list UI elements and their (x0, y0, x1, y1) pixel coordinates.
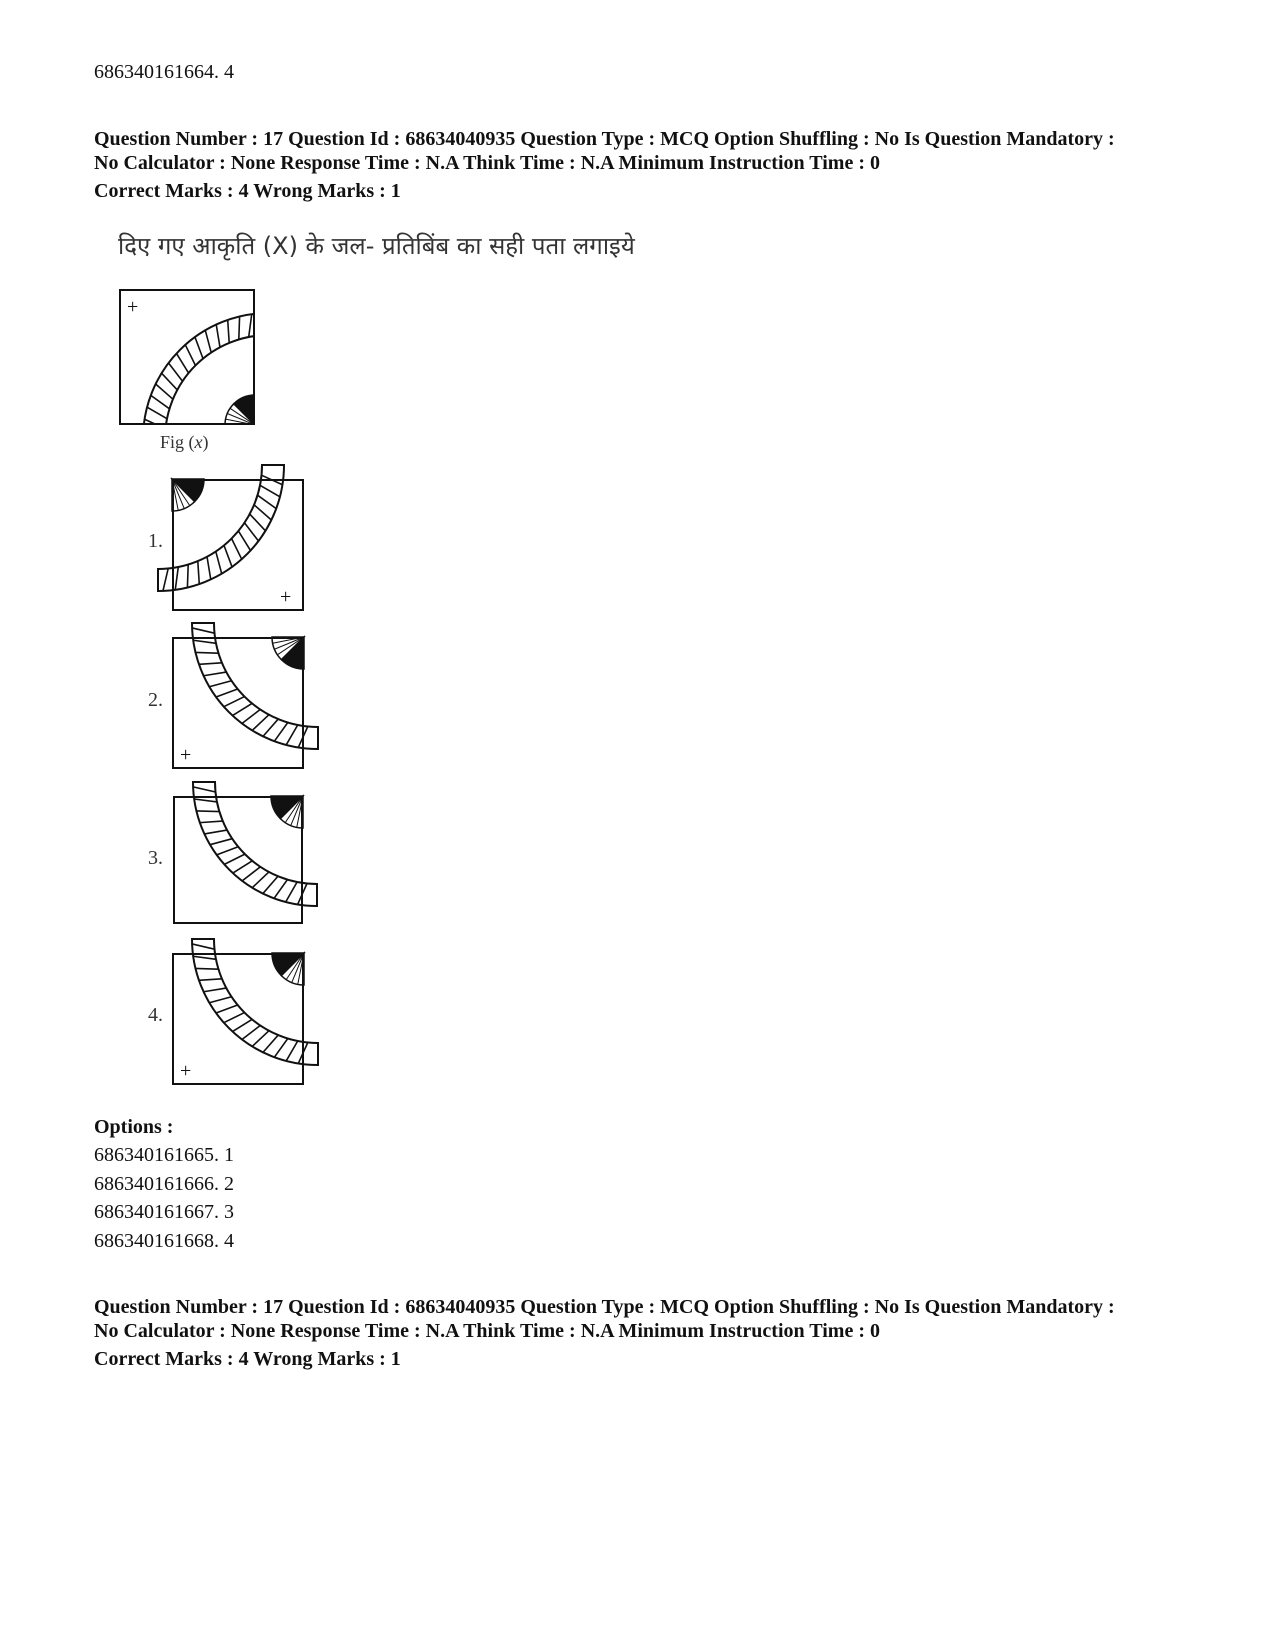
hatch-line (233, 861, 252, 873)
answer-figure-4 (172, 953, 304, 1085)
answer-figure-label-4: 4. (148, 1004, 163, 1026)
previous-option-line: 686340161664. 4 (94, 61, 234, 83)
hatch-line (193, 787, 215, 792)
hatch-line (205, 330, 211, 352)
plus-symbol: + (180, 744, 192, 766)
hatch-line (217, 847, 238, 855)
hatch-line (232, 539, 242, 560)
hatch-line (249, 314, 252, 337)
next-question-marks-line: Correct Marks : 4 Wrong Marks : 1 (94, 1348, 401, 1370)
question-meta-line-1: Question Number : 17 Question Id : 68634040935 Question Type : MCQ Option Shuffling : No Is Question Mandatory : (94, 128, 1115, 150)
hatch-line (192, 628, 214, 633)
hatch-line (242, 709, 260, 723)
hatch-line (169, 363, 183, 381)
hatch-line (204, 830, 227, 834)
hatch-line (195, 337, 203, 359)
hatch-line (232, 1019, 252, 1031)
hatch-line (258, 495, 277, 508)
hatch-line (209, 997, 231, 1003)
hatch-line (192, 944, 214, 949)
hatch-line (286, 1041, 298, 1061)
hatch-line (210, 839, 232, 845)
hatch-line (196, 811, 219, 812)
hatch-line (195, 652, 218, 653)
hatch-line (242, 1025, 260, 1039)
question-meta-line-2: No Calculator : None Response Time : N.A Think Time : N.A Minimum Instruction Time : 0 (94, 152, 880, 174)
plus-symbol: + (180, 1060, 192, 1082)
hatch-line (252, 715, 269, 731)
hatch-line (193, 956, 216, 959)
hatch-line (216, 689, 238, 697)
answer-figure-3 (173, 796, 303, 924)
hatch-line (224, 854, 245, 864)
answer-figure-label-1: 1. (148, 530, 163, 552)
answer-figure-label-2: 2. (148, 689, 163, 711)
hatch-line (198, 561, 199, 584)
hatch-line (224, 1013, 245, 1023)
hatch-line (259, 313, 264, 335)
option-item-1: 686340161665. 1 (94, 1144, 234, 1166)
hatch-line (216, 551, 222, 573)
hatch-line (207, 557, 211, 580)
hatch-line (232, 703, 252, 715)
hatch-line (147, 407, 167, 419)
hatch-line (175, 567, 178, 590)
hatch-line (228, 320, 229, 343)
option-item-3: 686340161667. 3 (94, 1201, 234, 1223)
next-question-meta-line-2: No Calculator : None Response Time : N.A Think Time : N.A Minimum Instruction Time : 0 (94, 1320, 880, 1342)
hatch-line (263, 1035, 278, 1052)
hatch-line (244, 523, 258, 541)
figure-caption: Fig (x) (160, 432, 209, 452)
hatch-line (260, 485, 280, 497)
next-question-meta-line-1: Question Number : 17 Question Id : 68634040935 Question Type : MCQ Option Shuffling : No Is Question Mandatory : (94, 1296, 1115, 1318)
hatch-line (194, 799, 217, 802)
hatch-line (238, 531, 250, 551)
hatch-line (187, 565, 188, 588)
hatch-line (274, 880, 287, 899)
hatch-line (252, 872, 269, 888)
option-item-4: 686340161668. 4 (94, 1230, 234, 1252)
hatch-line (239, 316, 240, 339)
figure-x (119, 289, 255, 425)
hatch-line (151, 395, 170, 408)
answer-figure-2 (172, 637, 304, 769)
plus-symbol: + (280, 586, 292, 608)
hatch-line (200, 821, 223, 823)
hatch-line (286, 882, 297, 902)
hatch-line (263, 876, 278, 893)
hatch-line (224, 697, 245, 707)
hatch-line (156, 384, 173, 399)
hatch-line (250, 514, 266, 531)
hatch-line (199, 979, 222, 980)
hatch-line (199, 663, 222, 664)
hatch-line (254, 505, 271, 520)
hatch-line (162, 373, 178, 390)
answer-figure-1 (172, 479, 304, 611)
hatch-line (185, 345, 195, 366)
hatch-line (263, 719, 278, 736)
hatch-line (204, 672, 227, 676)
options-heading: Options : (94, 1116, 174, 1138)
answer-figure-label-3: 3. (148, 847, 163, 869)
hatch-line (286, 725, 298, 745)
question-marks-line: Correct Marks : 4 Wrong Marks : 1 (94, 180, 401, 202)
hatch-line (224, 545, 232, 567)
hatch-line (216, 1005, 238, 1013)
hatch-line (195, 968, 218, 969)
hatch-line (163, 568, 168, 590)
hatch-line (252, 1031, 269, 1047)
question-text: दिए गए आकृति (X) के जल- प्रतिबिंब का सही पता लगाइये (118, 232, 635, 260)
option-item-2: 686340161666. 2 (94, 1173, 234, 1195)
hatch-line (274, 723, 287, 742)
hatch-line (176, 353, 188, 373)
hatch-line (209, 681, 231, 687)
hatch-line (204, 988, 227, 992)
hatch-line (216, 325, 220, 348)
hatch-line (193, 640, 216, 643)
hatch-line (274, 1039, 287, 1058)
hatch-line (242, 867, 260, 881)
plus-symbol: + (127, 296, 139, 318)
